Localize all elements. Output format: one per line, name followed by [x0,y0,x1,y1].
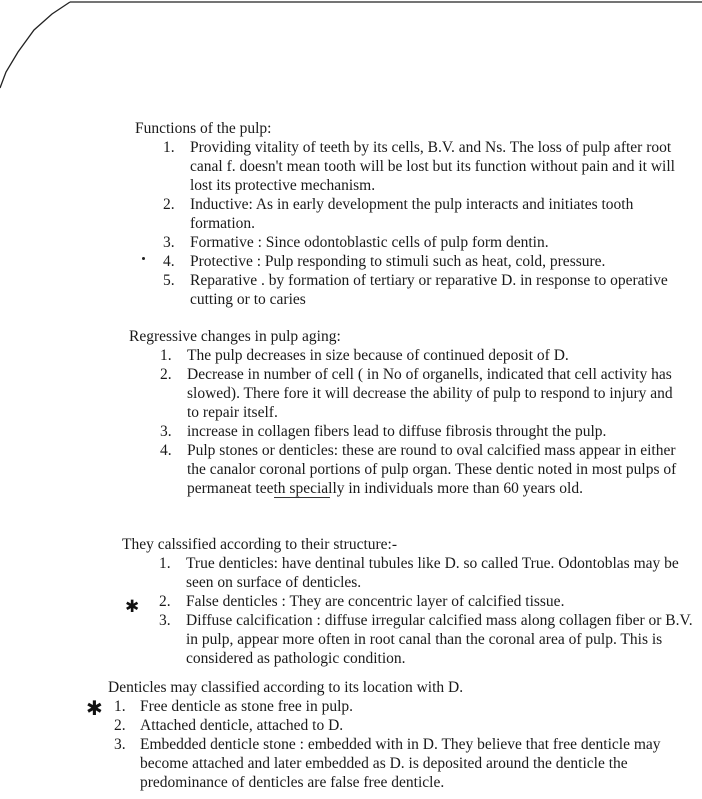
handwritten-overline [274,497,330,498]
item-number: 2. [159,593,171,610]
structure-heading: They calssified according to their structure:- [122,536,398,553]
item-text: Decrease in number of cell ( in No of organells, indicated that cell activity has slowed). There fore it will decrease the ability of pulp to respond to injury and to repair itself. [187,366,673,421]
item-text: Diffuse calcification : diffuse irregular calcified mass along collagen fiber or B.V. in pulp, appear more often in root canal than the coronal area of pulp. This is considered as pathologic condition. [186,612,693,667]
regressive-list [160,346,685,498]
list-item [163,271,680,309]
list-item [163,138,680,195]
structure-section [122,535,702,668]
item-number: 3. [114,736,126,753]
list-item [114,735,693,792]
item-number: 3. [159,612,171,629]
list-item [114,697,693,716]
regressive-heading: Regressive changes in pulp aging: [129,328,341,345]
item-number: 4. [163,253,175,270]
item-number: 2. [114,717,126,734]
location-list [114,697,693,792]
functions-list [163,138,680,309]
item-number: 4. [160,442,172,459]
list-item [163,195,680,233]
item-number: 2. [163,196,175,213]
item-number: 1. [163,139,175,156]
stray-dot-mark [142,257,145,260]
item-text: Providing vitality of teeth by its cells, B.V. and Ns. The loss of pulp after root canal f. doesn't mean tooth will be lost but its function without pain and it will lost its protective mechanism. [190,139,675,194]
star-annotation-icon: ✱ [125,597,140,617]
item-number: 3. [160,423,172,440]
location-heading: Denticles may classified according to its location with D. [108,679,464,696]
regressive-section [129,327,685,498]
item-text: Protective : Pulp responding to stimuli such as heat, cold, pressure. [190,253,606,270]
list-item [159,554,702,592]
list-item [160,346,685,365]
item-text: Inductive: As in early development the pulp interacts and initiates tooth formation. [190,196,634,232]
item-text: Embedded denticle stone : embedded with in D. They believe that free denticle may become attached and later embedded as D. is deposited around the denticle the predominance of denticles are false free denticle. [140,736,661,791]
item-number: 5. [163,272,175,289]
item-number: 1. [159,555,171,572]
item-text: The pulp decreases in size because of continued deposit of D. [187,347,569,364]
item-number: 1. [114,698,126,715]
list-item [159,611,702,668]
item-number: 2. [160,366,172,383]
list-item [163,233,680,252]
item-text: increase in collagen fibers lead to diffuse fibrosis throught the pulp. [187,423,607,440]
functions-section [135,119,680,309]
item-text: Attached denticle, attached to D. [140,717,344,734]
item-text-line: True denticles: have dentinal tubules like D. so called True. Odontoblas may be seen on surface of denticles. [186,555,679,591]
item-text: False denticles : They are concentric layer of calcified tissue. [186,593,565,610]
item-text: Pulp stones or denticles: these are round to oval calcified mass appear in either the canalor coronal portions of pulp organ. These dentic noted in most pulps of permaneat teeth specially in individuals more than 60 years old. [187,442,677,497]
list-item [163,252,680,271]
item-text: Reparative . by formation of tertiary or reparative D. in response to operative cutting or to caries [190,272,668,308]
structure-list [159,554,702,668]
item-text: Formative : Since odontoblastic cells of pulp form dentin. [190,234,549,251]
asterisk-annotation-icon: ✱ [86,696,103,720]
list-item [160,441,685,498]
item-text [186,554,702,592]
item-number: 3. [163,234,175,251]
location-section [108,678,693,792]
list-item [160,422,685,441]
list-item [114,716,693,735]
item-number: 1. [160,347,172,364]
functions-heading: Functions of the pulp: [135,120,272,137]
page-edge-line [0,0,702,100]
item-text: Free denticle as stone free in pulp. [140,698,354,715]
list-item [160,365,685,422]
list-item [159,592,702,611]
